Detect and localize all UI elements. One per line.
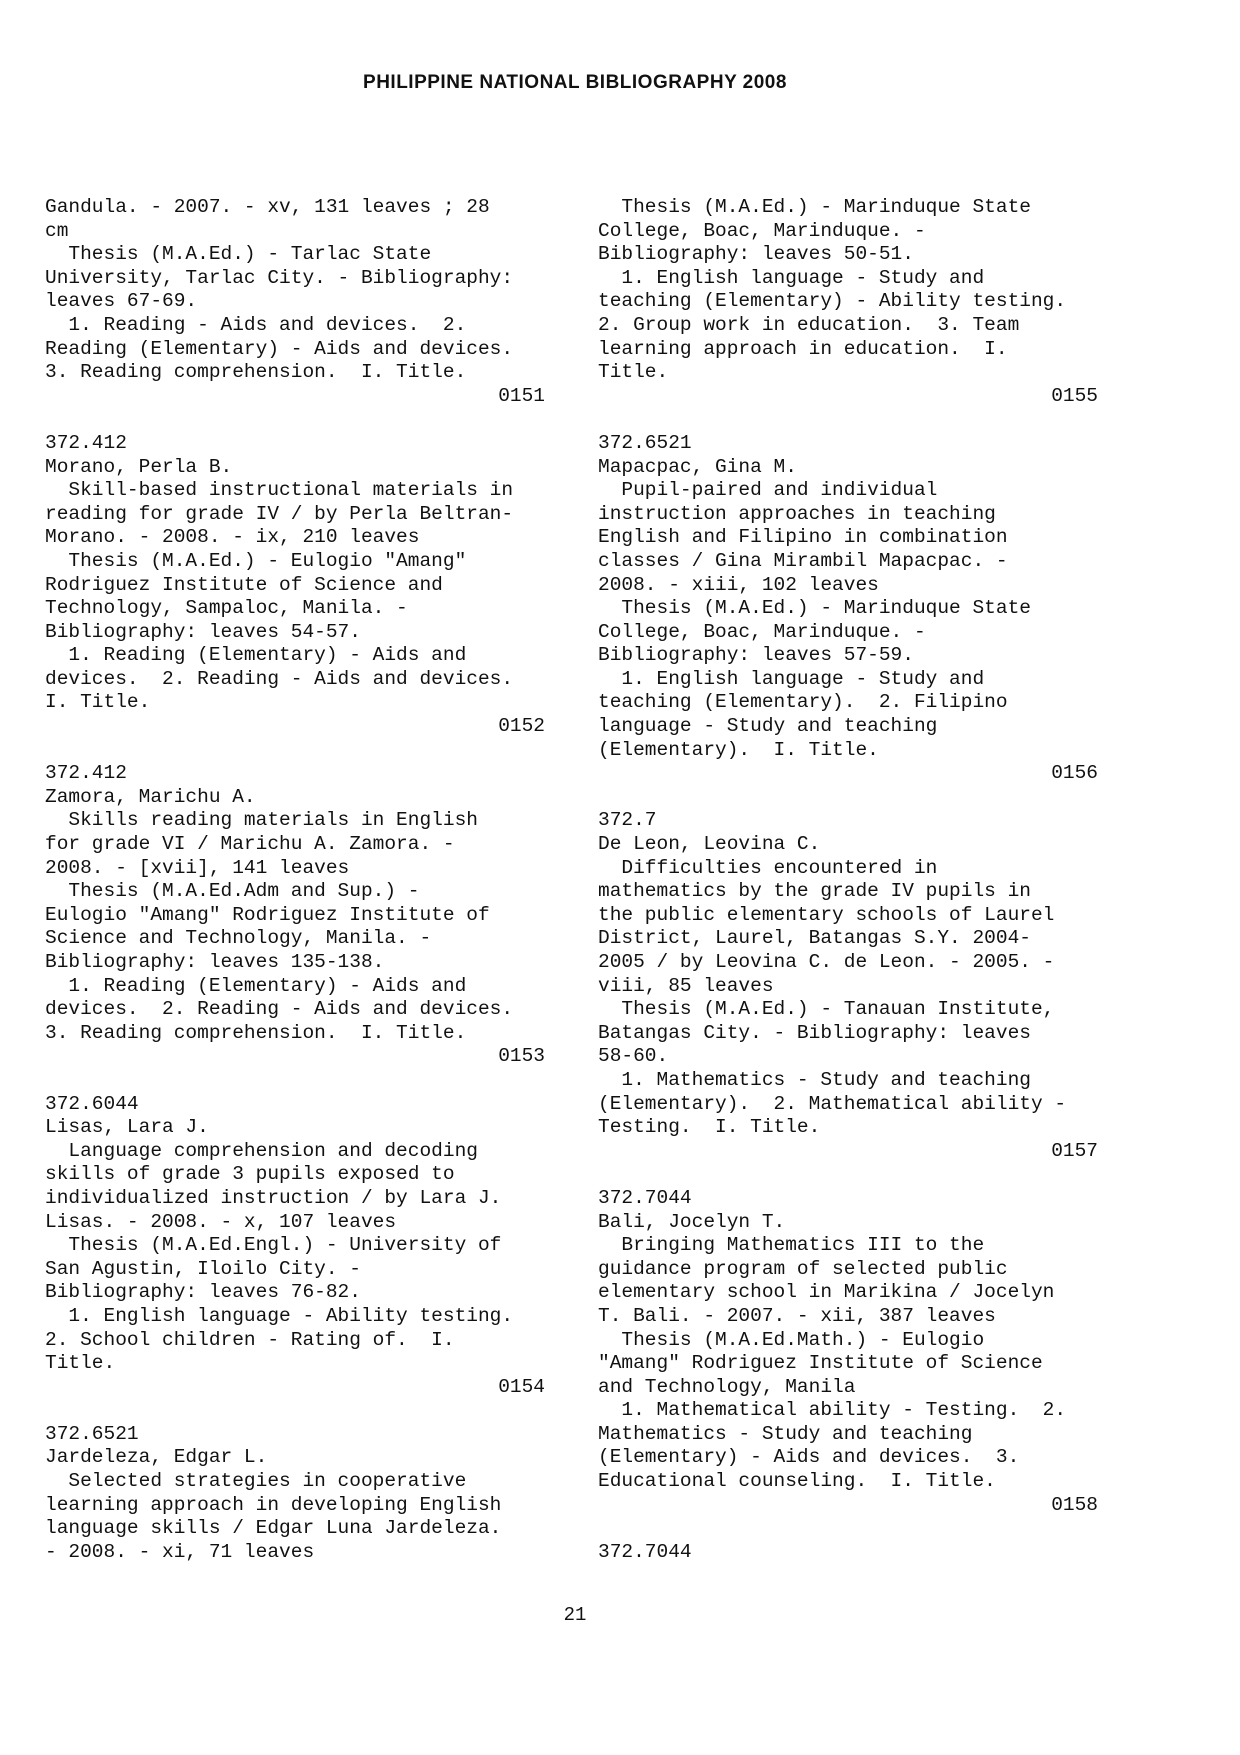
entry-text-line: 372.7: [598, 809, 657, 832]
entry-text-line: 3. Reading comprehension. I. Title.: [45, 361, 467, 384]
entry-text-line: 2. Group work in education. 3. Team: [598, 313, 1020, 336]
entry-text-line: Thesis (M.A.Ed.) - Marinduque State: [598, 597, 1031, 620]
entry-text-line: Thesis (M.A.Ed.Math.) - Eulogio: [598, 1328, 985, 1351]
entry-text-line: Mapacpac, Gina M.: [598, 455, 797, 478]
entry-text-line: Eulogio "Amang" Rodriguez Institute of: [45, 903, 490, 926]
entry-text-line: 2008. - xiii, 102 leaves: [598, 573, 879, 596]
entry-text-line: 1. Reading - Aids and devices. 2.: [45, 313, 467, 336]
entry-text-line: (Elementary). I. Title.: [598, 738, 879, 761]
entry-text-line: Thesis (M.A.Ed.) - Tarlac State: [45, 243, 432, 266]
entry-text-line: Thesis (M.A.Ed.) - Tanauan Institute,: [598, 998, 1055, 1021]
entry-text-line: language - Study and teaching: [598, 715, 938, 738]
entry-text-line: skills of grade 3 pupils exposed to: [45, 1163, 455, 1186]
entry-number: 0156: [1051, 762, 1098, 785]
right-column: [598, 196, 1098, 1564]
entry-text-line: devices. 2. Reading - Aids and devices.: [45, 998, 514, 1021]
entry-text-line: Morano, Perla B.: [45, 455, 233, 478]
entry-text-line: Thesis (M.A.Ed.Engl.) - University of: [45, 1234, 502, 1257]
entry-text-line: and Technology, Manila: [598, 1375, 856, 1398]
entry-text-line: Bibliography: leaves 135-138.: [45, 951, 385, 973]
entry-text-line: Language comprehension and decoding: [45, 1139, 478, 1162]
entry-text-line: learning approach in developing English: [45, 1493, 502, 1516]
entry-number: 0158: [1051, 1493, 1098, 1516]
entry-number: 0155: [1051, 384, 1098, 407]
entry-text-line: Technology, Sampaloc, Manila. -: [45, 597, 408, 620]
entry-text-line: Mathematics - Study and teaching: [598, 1422, 973, 1445]
page-title: PHILIPPINE NATIONAL BIBLIOGRAPHY 2008: [363, 72, 787, 93]
entry-text-line: Bringing Mathematics III to the: [598, 1234, 985, 1257]
entry-text-line: teaching (Elementary). 2. Filipino: [598, 691, 1008, 714]
entry-text-line: 1. Mathematics - Study and teaching: [598, 1068, 1031, 1091]
entry-text-line: the public elementary schools of Laurel: [598, 903, 1055, 926]
entry-text-line: elementary school in Marikina / Jocelyn: [598, 1281, 1055, 1304]
entry-text-line: reading for grade IV / by Perla Beltran-: [45, 502, 514, 525]
entry-text-line: Bibliography: leaves 54-57.: [45, 620, 361, 643]
entry-text-line: San Agustin, Iloilo City. -: [45, 1257, 361, 1280]
entry-text-line: T. Bali. - 2007. - xii, 387 leaves: [598, 1304, 996, 1327]
entry-text-line: University, Tarlac City. - Bibliography:: [45, 266, 514, 289]
entry-number: 0157: [1051, 1139, 1098, 1162]
entry-text-line: Bali, Jocelyn T.: [598, 1210, 786, 1233]
entry-text-line: Gandula. - 2007. - xv, 131 leaves ; 28: [45, 196, 490, 218]
entry-text-line: 3. Reading comprehension. I. Title.: [45, 1021, 467, 1044]
entry-text-line: Morano. - 2008. - ix, 210 leaves: [45, 526, 420, 549]
entry-text-line: Bibliography: leaves 50-51.: [598, 243, 914, 266]
entry-text-line: leaves 67-69.: [45, 290, 198, 313]
entry-text-line: Lisas. - 2008. - x, 107 leaves: [45, 1210, 397, 1233]
entry-text-line: (Elementary). 2. Mathematical ability -: [598, 1092, 1067, 1115]
entry-text-line: Thesis (M.A.Ed.) - Eulogio "Amang": [45, 549, 467, 572]
entry-text-line: 372.7044: [598, 1186, 692, 1209]
entry-text-line: (Elementary) - Aids and devices. 3.: [598, 1446, 1020, 1469]
entry-text-line: classes / Gina Mirambil Mapacpac. -: [598, 549, 1008, 572]
entry-text-line: Thesis (M.A.Ed.Adm and Sup.) -: [45, 880, 420, 903]
entry-text-line: Educational counseling. I. Title.: [598, 1470, 996, 1493]
entry-text-line: 1. Reading (Elementary) - Aids and: [45, 644, 467, 667]
entry-text-line: 58-60.: [598, 1045, 669, 1068]
entry-text-line: learning approach in education. I.: [598, 337, 1008, 360]
entry-text-line: 372.412: [45, 762, 127, 785]
entry-text-line: College, Boac, Marinduque. -: [598, 219, 926, 242]
entry-text-line: devices. 2. Reading - Aids and devices.: [45, 667, 514, 690]
entry-text-line: 372.6044: [45, 1092, 139, 1115]
entry-text-line: Lisas, Lara J.: [45, 1116, 209, 1139]
entry-text-line: Testing. I. Title.: [598, 1116, 821, 1139]
entry-text-line: De Leon, Leovina C.: [598, 833, 821, 856]
entry-text-line: 372.7044: [598, 1540, 692, 1563]
entry-text-line: Science and Technology, Manila. -: [45, 927, 432, 950]
entry-text-line: teaching (Elementary) - Ability testing.: [598, 290, 1067, 313]
entry-text-line: guidance program of selected public: [598, 1257, 1008, 1280]
entry-text-line: Bibliography: leaves 76-82.: [45, 1281, 361, 1304]
entry-text-line: viii, 85 leaves: [598, 974, 774, 997]
entry-text-line: mathematics by the grade IV pupils in: [598, 880, 1031, 903]
blank-line: [598, 786, 1098, 810]
entry-text-line: Title.: [45, 1352, 116, 1375]
entry-number: 0152: [498, 715, 545, 738]
entry-text-line: 1. English language - Ability testing.: [45, 1304, 514, 1327]
entry-text-line: 372.412: [45, 431, 127, 454]
entry-text-line: I. Title.: [45, 691, 151, 714]
entry-text-line: Bibliography: leaves 57-59.: [598, 644, 914, 667]
blank-line: [598, 1163, 1098, 1187]
blank-line: [598, 1517, 1098, 1541]
entry-number: 0151: [498, 384, 545, 407]
entry-text-line: Batangas City. - Bibliography: leaves: [598, 1021, 1031, 1044]
entry-text-line: 372.6521: [45, 1422, 139, 1445]
entry-text-line: cm: [45, 219, 69, 242]
entry-text-line: 1. English language - Study and: [598, 266, 985, 289]
entry-text-line: 2008. - [xvii], 141 leaves: [45, 856, 350, 879]
blank-line: [598, 408, 1098, 432]
entry-text-line: Thesis (M.A.Ed.) - Marinduque State: [598, 196, 1031, 218]
blank-line: [45, 408, 545, 432]
entry-text-line: 2. School children - Rating of. I.: [45, 1328, 455, 1351]
entry-text-line: language skills / Edgar Luna Jardeleza.: [45, 1517, 502, 1540]
blank-line: [45, 1399, 545, 1423]
entry-text-line: Pupil-paired and individual: [598, 479, 938, 502]
entry-text-line: Reading (Elementary) - Aids and devices.: [45, 337, 514, 360]
entry-text-line: individualized instruction / by Lara J.: [45, 1186, 502, 1209]
entry-text-line: Difficulties encountered in: [598, 856, 938, 879]
entry-text-line: Title.: [598, 361, 669, 384]
entry-text-line: 1. Reading (Elementary) - Aids and: [45, 974, 467, 997]
entry-text-line: 2005 / by Leovina C. de Leon. - 2005. -: [598, 951, 1055, 973]
blank-line: [45, 739, 545, 763]
entry-number: 0154: [498, 1375, 545, 1398]
entry-text-line: 1. Mathematical ability - Testing. 2.: [598, 1399, 1067, 1422]
entry-text-line: Skill-based instructional materials in: [45, 479, 514, 502]
entry-text-line: Skills reading materials in English: [45, 809, 478, 832]
entry-text-line: instruction approaches in teaching: [598, 502, 996, 525]
left-column: [45, 196, 545, 1564]
blank-line: [45, 1069, 545, 1093]
entry-text-line: Jardeleza, Edgar L.: [45, 1446, 268, 1469]
entry-text-line: - 2008. - xi, 71 leaves: [45, 1540, 315, 1563]
entry-number: 0153: [498, 1045, 545, 1068]
entry-text-line: College, Boac, Marinduque. -: [598, 620, 926, 643]
entry-text-line: 1. English language - Study and: [598, 667, 985, 690]
entry-text-line: District, Laurel, Batangas S.Y. 2004-: [598, 927, 1031, 950]
entry-text-line: English and Filipino in combination: [598, 526, 1008, 549]
entry-text-line: Rodriguez Institute of Science and: [45, 573, 443, 596]
page-number: 21: [563, 1604, 587, 1626]
entry-text-line: Zamora, Marichu A.: [45, 785, 256, 808]
entry-text-line: Selected strategies in cooperative: [45, 1470, 467, 1493]
entry-text-line: "Amang" Rodriguez Institute of Science: [598, 1352, 1043, 1375]
entry-text-line: for grade VI / Marichu A. Zamora. -: [45, 833, 455, 856]
entry-text-line: 372.6521: [598, 431, 692, 454]
